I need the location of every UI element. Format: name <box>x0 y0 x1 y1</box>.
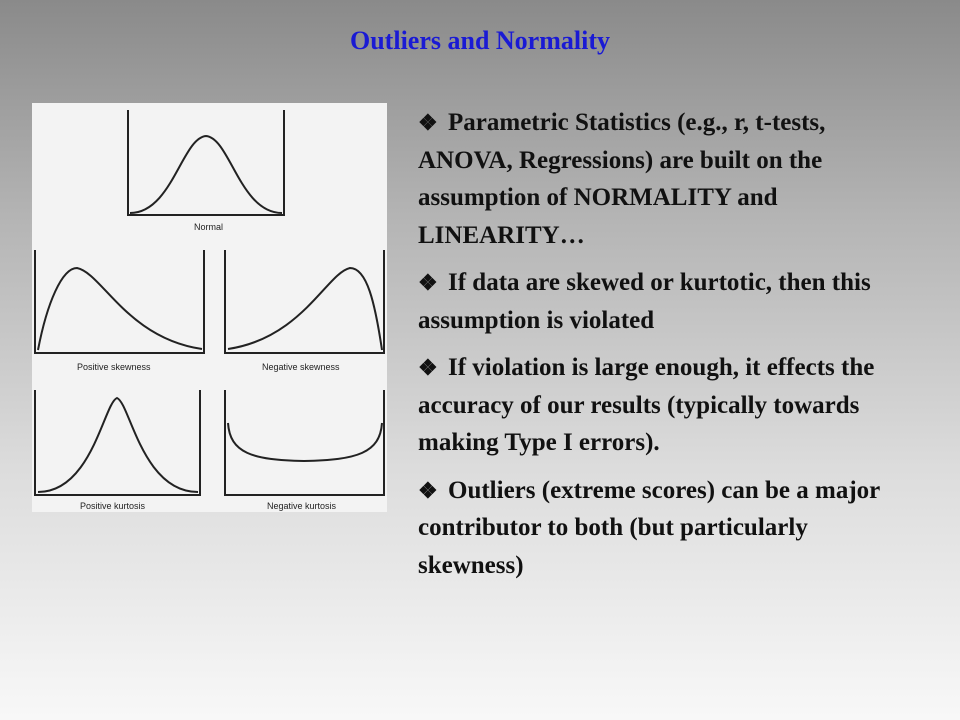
bullet-item <box>418 472 880 585</box>
normal-curve <box>130 136 282 213</box>
bullet-item <box>418 104 880 254</box>
distribution-shapes-illustration <box>32 103 387 512</box>
diamond-bullet-icon: ❖ <box>418 355 438 380</box>
negative-skewness-curve <box>228 268 382 350</box>
positive-skewness-panel <box>35 250 204 372</box>
bullet-item <box>418 349 880 462</box>
distribution-shapes-figure <box>32 103 387 512</box>
positive-skewness-label: Positive skewness <box>77 362 151 372</box>
positive-kurtosis-panel <box>35 390 200 511</box>
negative-skewness-label: Negative skewness <box>262 362 340 372</box>
positive-kurtosis-panel-frame <box>35 390 200 495</box>
diamond-bullet-icon: ❖ <box>418 270 438 295</box>
positive-kurtosis-curve <box>38 398 198 492</box>
negative-skewness-panel <box>225 250 384 372</box>
bullet-text: If violation is large enough, it effects the accuracy of our results (typically towards making Type I errors). <box>418 354 875 456</box>
diamond-bullet-icon: ❖ <box>418 110 438 135</box>
normal-panel-frame <box>128 110 284 215</box>
bullet-text: Outliers (extreme scores) can be a major contributor to both (but particularly skewness) <box>418 476 880 579</box>
normal-label: Normal <box>194 222 224 232</box>
normal-distribution-panel <box>128 110 284 232</box>
positive-skewness-curve <box>38 268 202 350</box>
positive-kurtosis-label: Positive kurtosis <box>80 501 146 511</box>
bullet-text: If data are skewed or kurtotic, then this assumption is violated <box>418 269 871 334</box>
negative-kurtosis-panel-frame <box>225 390 384 495</box>
negative-kurtosis-panel <box>225 390 384 511</box>
positive-skewness-panel-frame <box>35 250 204 353</box>
bullet-list <box>418 104 880 594</box>
negative-skewness-panel-frame <box>225 250 384 353</box>
negative-kurtosis-label: Negative kurtosis <box>267 501 337 511</box>
bullet-item <box>418 264 880 339</box>
negative-kurtosis-curve <box>228 423 382 461</box>
bullet-text: Parametric Statistics (e.g., r, t-tests, ANOVA, Regressions) are built on the assumption of NORMALITY and LINEARITY… <box>418 109 826 249</box>
slide-title: Outliers and Normality <box>350 26 610 55</box>
diamond-bullet-icon: ❖ <box>418 477 438 503</box>
